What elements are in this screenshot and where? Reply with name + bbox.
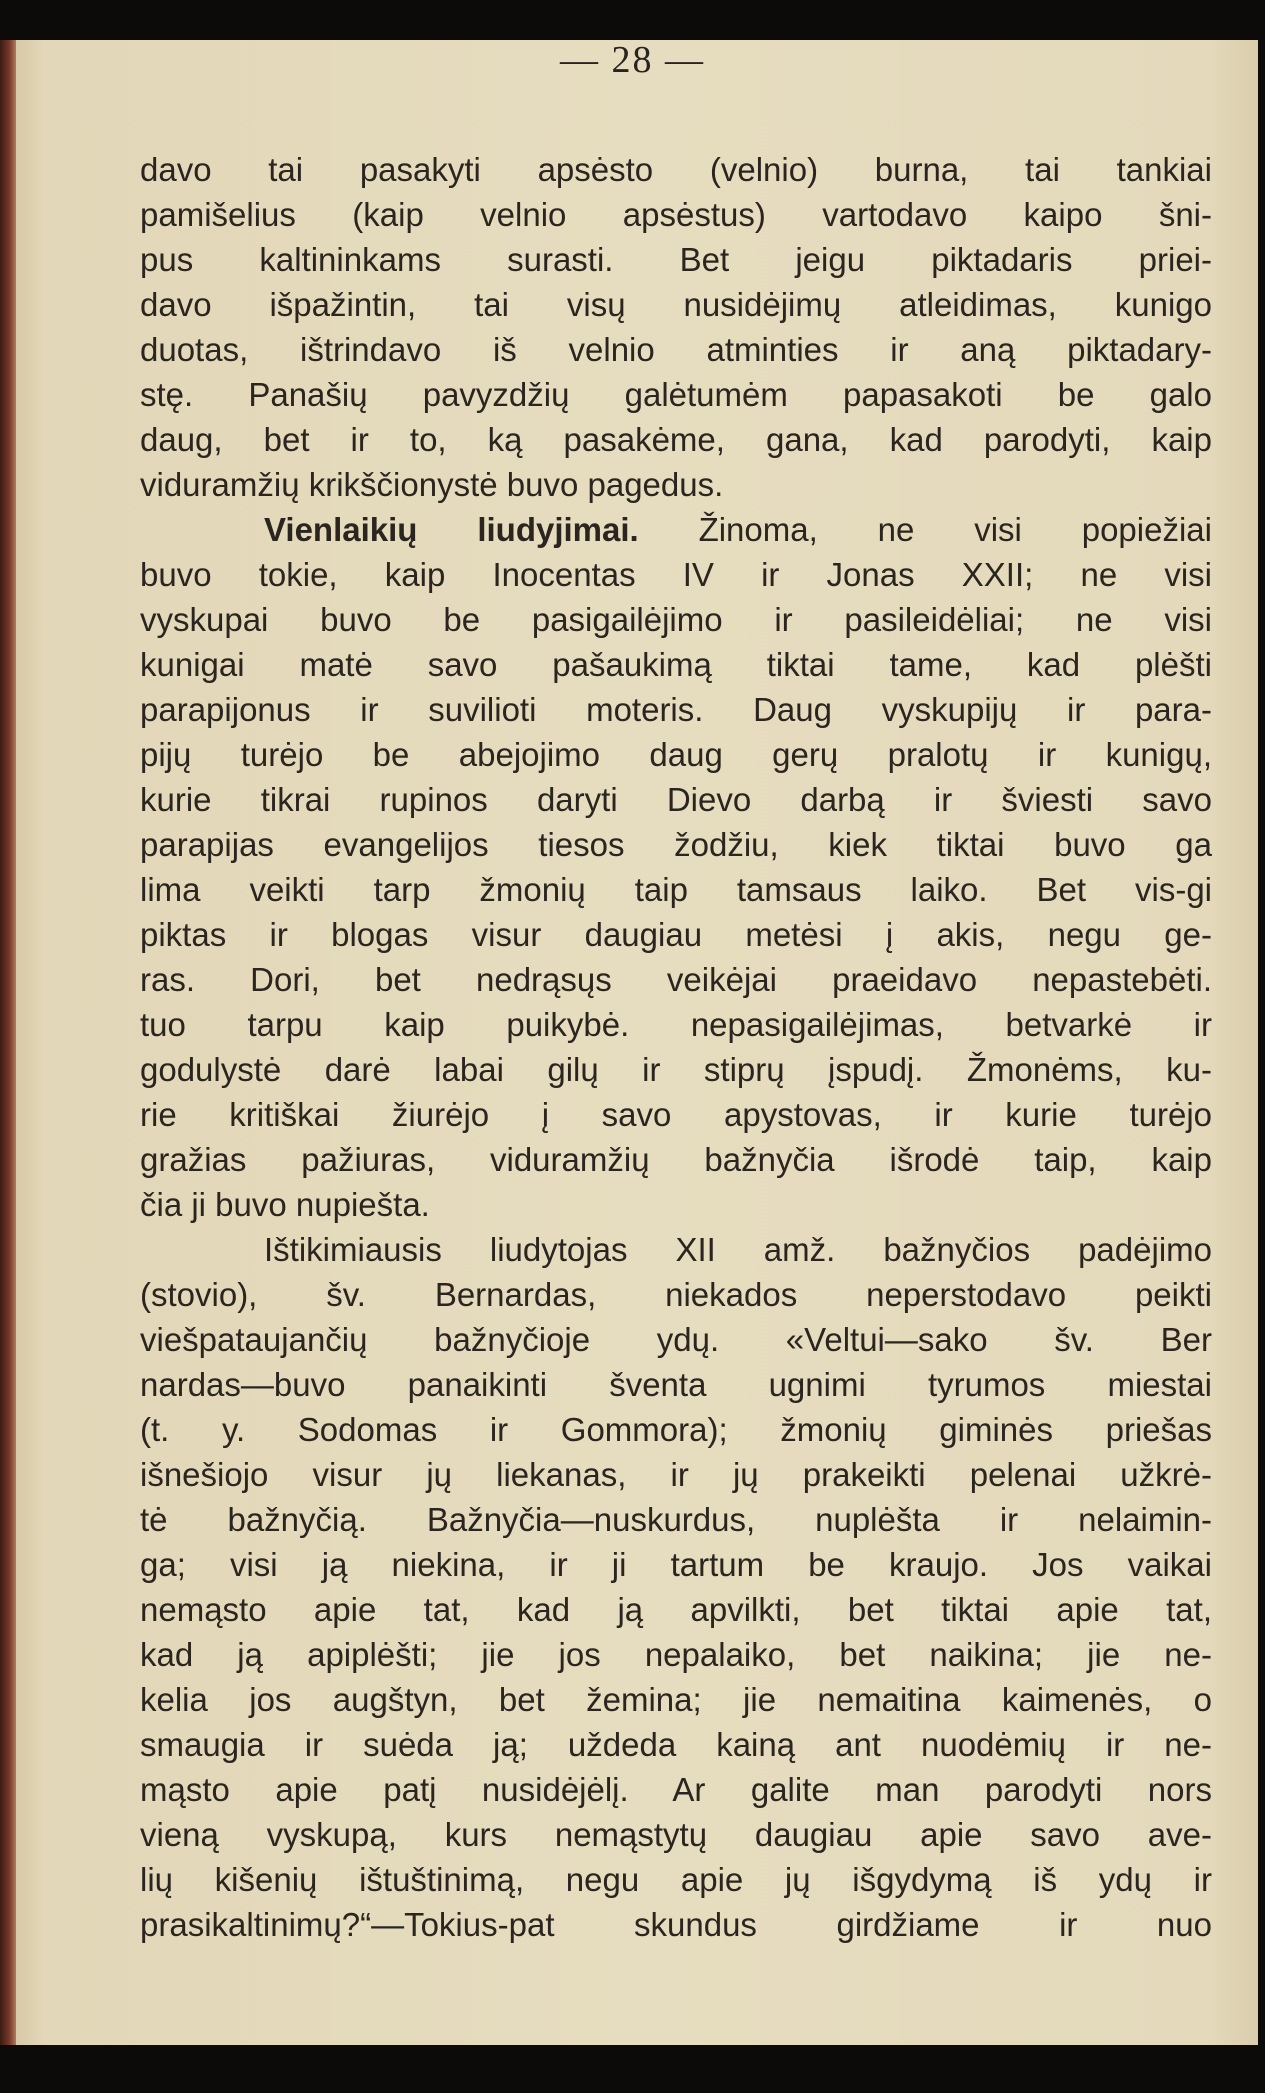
line-text: Žinoma, ne visi popiežiai <box>638 511 1212 548</box>
text-line: lima veikti tarp žmonių taip tamsaus laiko. Bet vis-gi <box>140 871 1212 908</box>
text-line: vieną vyskupą, kurs nemąstytų daugiau apie savo ave- <box>140 1816 1212 1853</box>
text-line: išnešiojo visur jų liekanas, ir jų prakeikti pelenai užkrė- <box>140 1456 1212 1493</box>
text-line: pamišelius (kaip velnio apsėstus) vartodavo kaipo šni- <box>140 196 1212 233</box>
text-line: davo išpažintin, tai visų nusidėjimų atleidimas, kunigo <box>140 286 1212 323</box>
paragraph <box>140 507 1212 1227</box>
text-line: pus kaltininkams surasti. Bet jeigu piktadaris priei- <box>140 241 1212 278</box>
text-line: smaugia ir suėda ją; uždeda kainą ant nuodėmių ir ne- <box>140 1726 1212 1763</box>
text-line: viduramžių krikščionystė buvo pagedus. <box>140 466 724 503</box>
body-text <box>140 147 1212 1947</box>
text-line: gražias pažiuras, viduramžių bažnyčia išrodė taip, kaip <box>140 1141 1212 1178</box>
text-line: parapijonus ir suvilioti moteris. Daug vyskupijų ir para- <box>140 691 1212 728</box>
text-line: ga; visi ją niekina, ir ji tartum be kraujo. Jos vaikai <box>140 1546 1212 1583</box>
paragraph <box>140 147 1212 507</box>
text-line: (t. y. Sodomas ir Gommora); žmonių giminės priešas <box>140 1411 1212 1448</box>
text-line: ras. Dori, bet nedrąsųs veikėjai praeidavo nepastebėti. <box>140 961 1212 998</box>
page-number: — 28 — <box>560 39 705 81</box>
text-line: kunigai matė savo pašaukimą tiktai tame, kad plėšti <box>140 646 1212 683</box>
text-line: stę. Panašių pavyzdžių galėtumėm papasakoti be galo <box>140 376 1212 413</box>
text-line: mąsto apie patį nusidėjėlį. Ar galite man parodyti nors <box>140 1771 1212 1808</box>
paragraph <box>140 1227 1212 1947</box>
text-line: prasikaltinimų?“—Tokius-pat skundus girdžiame ir nuo <box>140 1906 1212 1943</box>
text-line: tė bažnyčią. Bažnyčia—nuskurdus, nuplėšta ir nelaimin- <box>140 1501 1212 1538</box>
text-line: tuo tarpu kaip puikybė. nepasigailėjimas, betvarkė ir <box>140 1006 1212 1043</box>
text-line: davo tai pasakyti apsėsto (velnio) burna, tai tankiai <box>140 151 1212 188</box>
text-line: rie kritiškai žiurėjo į savo apystovas, ir kurie turėjo <box>140 1096 1212 1133</box>
text-line: parapijas evangelijos tiesos žodžiu, kiek tiktai buvo ga <box>140 826 1212 863</box>
text-line: kelia jos augštyn, bet žemina; jie nemaitina kaimenės, o <box>140 1681 1212 1718</box>
text-line: Ištikimiausis liudytojas XII amž. bažnyčios padėjimo <box>264 1231 1212 1268</box>
text-line: kad ją apiplėšti; jie jos nepalaiko, bet naikina; jie ne- <box>140 1636 1212 1673</box>
text-line: (stovio), šv. Bernardas, niekados neperstodavo peikti <box>140 1276 1212 1313</box>
text-line: buvo tokie, kaip Inocentas IV ir Jonas XXII; ne visi <box>140 556 1212 593</box>
text-line: kurie tikrai rupinos daryti Dievo darbą ir šviesti savo <box>140 781 1212 818</box>
text-line: godulystė darė labai gilų ir stiprų įspudį. Žmonėms, ku- <box>140 1051 1212 1088</box>
text-line <box>140 507 1212 552</box>
text-line: lių kišenių ištuštinimą, negu apie jų išgydymą iš ydų ir <box>140 1861 1212 1898</box>
text-line: piktas ir blogas visur daugiau metėsi į akis, negu ge- <box>140 916 1212 953</box>
text-line: daug, bet ir to, ką pasakėme, gana, kad parodyti, kaip <box>140 421 1212 458</box>
text-line: vyskupai buvo be pasigailėjimo ir pasileidėliai; ne visi <box>140 601 1212 638</box>
text-line: čia ji buvo nupiešta. <box>140 1186 430 1223</box>
section-heading: Vienlaikių liudyjimai. <box>264 511 639 548</box>
text-line: nemąsto apie tat, kad ją apvilkti, bet tiktai apie tat, <box>140 1591 1212 1628</box>
text-line: nardas—buvo panaikinti šventa ugnimi tyrumos miestai <box>140 1366 1212 1403</box>
text-line: viešpataujančių bažnyčioje ydų. «Veltui—sako šv. Ber <box>140 1321 1212 1358</box>
text-line: duotas, ištrindavo iš velnio atminties ir aną piktadary- <box>140 331 1212 368</box>
text-line: pijų turėjo be abejojimo daug gerų pralotų ir kunigų, <box>140 736 1212 773</box>
book-spine-edge <box>0 40 16 2045</box>
